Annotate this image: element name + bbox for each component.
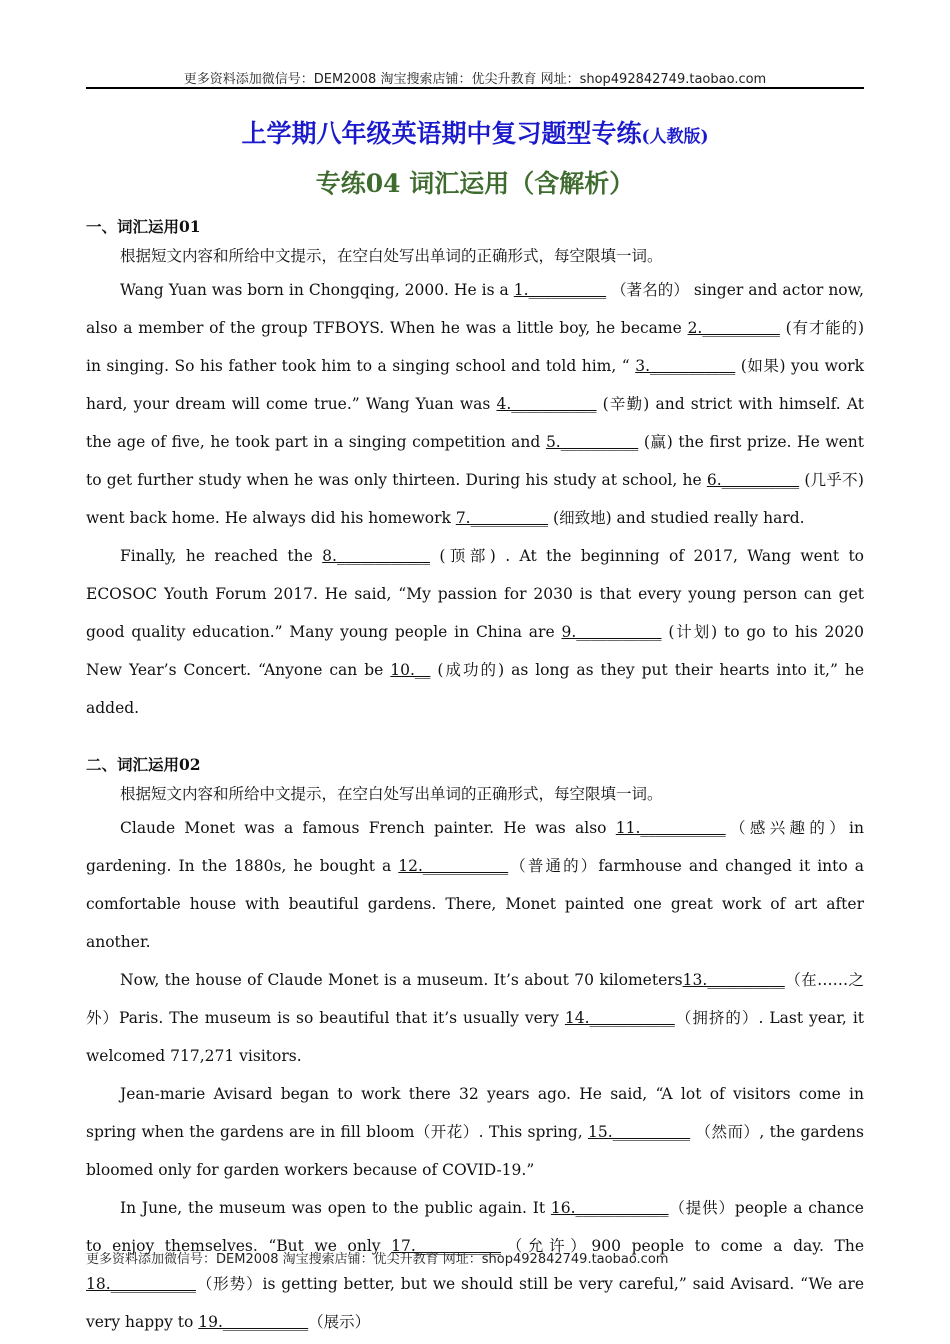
blank-7[interactable]: 7.__________ [455,509,549,527]
blank-5[interactable]: 5.__________ [545,433,639,451]
page-header: 更多资料添加微信号：DEM2008 淘宝搜索店铺：优尖升教育 网址：shop492842749.taobao.com [183,72,767,87]
blank-1[interactable]: 1.__________ [513,281,607,299]
blank-17[interactable]: 17.___________ [391,1237,502,1255]
section-1-instruction: 根据短文内容和所给中文提示，在空白处写出单词的正确形式，每空限填一词。 [120,247,663,265]
blank-3[interactable]: 3.___________ [635,357,736,375]
section-2-paragraph-2: Now, the house of Claude Monet is a museum. It’s about 70 kilometers13.__________（在……之外）Paris. The museum is so beautiful that it’s usually very 14.___________（拥挤的）. Last year, it welcomed 717,271 visitors. [86,971,865,1065]
blank-8[interactable]: 8.____________ [322,547,430,565]
header-divider [86,87,864,89]
document-subtitle: 专练04 词汇运用（含解析） [315,169,635,198]
blank-4[interactable]: 4.___________ [496,395,597,413]
blank-14[interactable]: 14.___________ [564,1009,675,1027]
blank-9[interactable]: 9.___________ [561,623,662,641]
blank-11[interactable]: 11.___________ [615,819,726,837]
blank-18[interactable]: 18.___________ [86,1275,196,1293]
page-footer: 更多资料添加微信号：DEM2008 淘宝搜索店铺：优尖升教育 网址：shop492842749.taobao.com [86,1252,669,1267]
section-spacer [86,727,864,751]
blank-13[interactable]: 13.__________ [682,971,785,989]
document-title [0,114,950,150]
title-main: 上学期八年级英语期中复习题型专练 [241,119,642,148]
section-2-paragraph-4: In June, the museum was open to the public again. It 16.____________（提供）people a chance to enjoy themselves. “But we only 17.___________（允许）900 people to come a day. The 18.___________（形势）is getting better, but we should still be very careful,” said Avisard. “We are very happy to 19.___________（展示） [86,1199,864,1331]
document-body [86,213,864,1341]
section-1-paragraph-1: Wang Yuan was born in Chongqing, 2000. He is a 1.__________ （著名的） singer and actor now, also a member of the group TFBOYS. When he was a little boy, he became 2.__________ (有才能的) in singing. So his father took him to a singing school and told him, “ 3.___________ (如果) you work hard, your dream will come true.” Wang Yuan was 4.___________ (辛勤) and strict with himself. At the age of five, he took part in a singing competition and 5.__________ (赢) the first prize. He went to get further study when he was only thirteen. During his study at school, he 6.__________ (几乎不) went back home. He always did his homework 7.__________ (细致地) and studied really hard. [86,281,864,527]
blank-19[interactable]: 19.___________ [198,1313,309,1331]
blank-16[interactable]: 16.____________ [550,1199,669,1217]
section-1-heading: 一、词汇运用01 [86,217,201,236]
title-edition: (人教版) [641,127,709,147]
blank-12[interactable]: 12.___________ [398,857,509,875]
section-2-instruction: 根据短文内容和所给中文提示，在空白处写出单词的正确形式，每空限填一词。 [120,785,663,803]
blank-15[interactable]: 15.__________ [588,1123,691,1141]
blank-2[interactable]: 2.__________ [687,319,780,337]
blank-10[interactable]: 10.__ [390,661,431,679]
blank-6[interactable]: 6.__________ [706,471,800,489]
section-2-paragraph-1: Claude Monet was a famous French painter. He was also 11.___________（感兴趣的）in gardening. In the 1880s, he bought a 12.___________（普通的）farmhouse and changed it into a comfortable house with beautiful gardens. There, Monet painted one great work of art after another. [86,819,865,951]
section-2-heading: 二、词汇运用02 [86,755,201,774]
section-2-paragraph-3: Jean-marie Avisard began to work there 32 years ago. He said, “A lot of visitors come in spring when the gardens are in fill bloom（开花）. This spring, 15.__________ （然而）, the gardens bloomed only for garden workers because of COVID-19.” [86,1085,864,1179]
section-1-paragraph-2: Finally, he reached the 8.____________ (顶部) . At the beginning of 2017, Wang went to ECOSOC Youth Forum 2017. He said, “My passion for 2030 is that every young person can get good quality education.” Many young people in China are 9.___________ (计划) to go to his 2020 New Year’s Concert. “Anyone can be 10.__ (成功的) as long as they put their hearts into it,” he added. [86,547,865,717]
